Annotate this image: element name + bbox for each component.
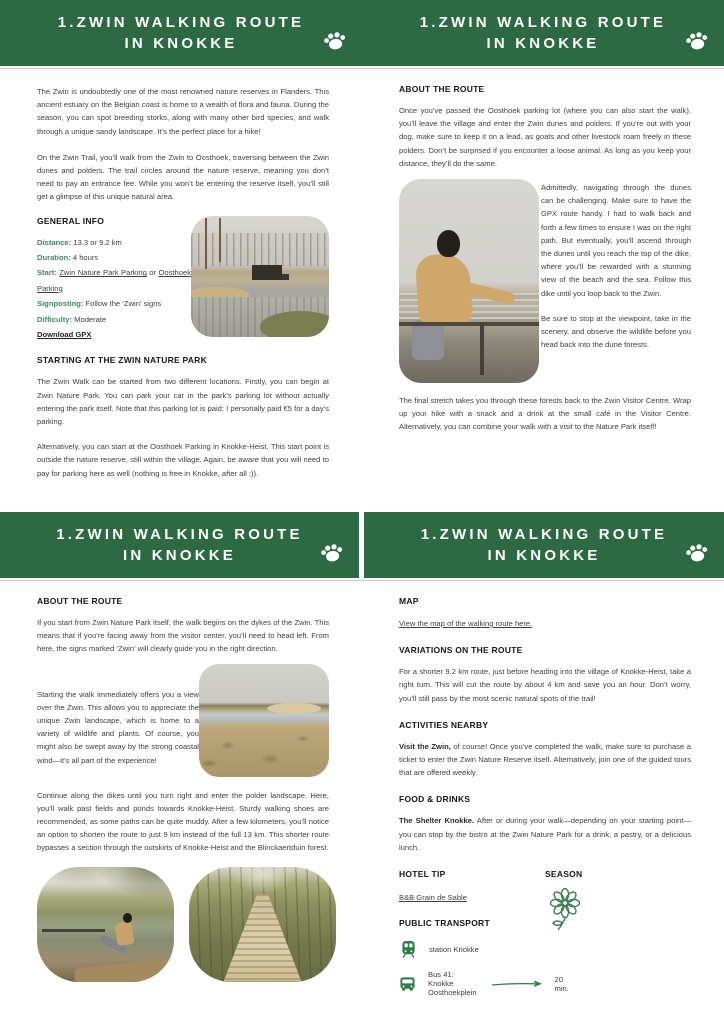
- paw-icon: [323, 30, 347, 56]
- trail-paragraph: On the Zwin Trail, you’ll walk from the Zwin to Oosthoek, traversing between the Zwin dunes and polders. The trail circles around the nature reserve, meaning you don’t need to pay an entrance fee. While you won’t be entering the reserve itself, you’ll still get a glimpse of this unique natural area.: [37, 152, 329, 202]
- bus-row: [399, 970, 569, 998]
- header-divider: [0, 68, 362, 69]
- wetland-photo: [191, 216, 329, 337]
- boardwalk-path: [224, 894, 302, 981]
- sand-bank: [267, 703, 322, 714]
- page-title-line2: IN KNOKKE: [124, 35, 238, 52]
- page-1-content: [0, 85, 362, 480]
- activities-lead: Visit the Zwin,: [399, 741, 451, 751]
- food-rest: After or during your walk—depending on your starting point—you can stop by the bistro at the Zwin Nature Park for a drink, a pastry, or a delicious lunch.: [399, 816, 691, 852]
- page-3-content: [0, 596, 362, 982]
- activities-rest: of course! Once you’ve completed the walk, make sure to purchase a ticket to enter the Zwin Nature Reserve itself. Alternatively, join one of the guided tours that are offered weekly.: [399, 741, 691, 778]
- route-paragraph-3: Be sure to stop at the viewpoint, take in the scenery, and observe the wildlife before you head back into the dune forests.: [541, 313, 691, 350]
- page-2-content: [362, 84, 724, 434]
- duration-row: [37, 250, 191, 265]
- paw-icon: [320, 542, 344, 568]
- page-1-header: [0, 0, 362, 66]
- flower-icon: [547, 888, 691, 937]
- activities-paragraph: [399, 740, 691, 780]
- arrow-right-icon: [491, 979, 543, 989]
- page-title-line1: 1.ZWIN WALKING ROUTE: [420, 526, 668, 543]
- start-label: Start:: [37, 268, 57, 278]
- page-4: [362, 512, 724, 1024]
- starting-paragraph-2: Alternatively, you can start at the Oosthoek Parking in Knokke-Heist. This start point is outside the nature reserve, still within the village. Again, be aware that you will need to pay for parking here as well (nothing is free in Knokke, after all :)).: [37, 442, 329, 478]
- page-title-line2: IN KNOKKE: [123, 547, 236, 564]
- starting-heading: STARTING AT THE ZWIN NATURE PARK: [37, 355, 207, 366]
- route-paragraph-4: The final stretch takes you through these forests back to the Zwin Visitor Centre. Wrap up your hike with a snack and a drink at the small café in the Visitor Centre. Alternatively, you can combine your walk with a visit to the Nature Park itself!: [399, 396, 691, 432]
- hotel-link[interactable]: B&B Grain de Sable: [399, 893, 467, 903]
- paw-icon: [685, 542, 709, 568]
- gpx-row: [37, 327, 191, 342]
- variations-paragraph: For a shorter 9.2 km route, just before heading into the village of Knokke-Heist, take a right turn. This will cut the route by about 4 km and save you an hour. Don’t worry, you’ll still pass by the most scenic natural spots of the trail!: [399, 667, 691, 703]
- hotel-season-columns: [399, 869, 691, 997]
- paw-icon: [685, 30, 709, 56]
- signposting-value: Follow the ‘Zwin’ signs: [85, 299, 162, 309]
- bus-label: Bus 41: Knokke Oosthoekplein: [428, 970, 477, 998]
- food-drinks-heading: FOOD & DRINKS: [399, 794, 471, 805]
- hotel-tip-heading: HOTEL TIP: [399, 869, 446, 880]
- page-title-line1: 1.ZWIN WALKING ROUTE: [56, 526, 303, 543]
- general-info-list: [37, 216, 191, 343]
- duration-value: 4 hours: [72, 253, 99, 263]
- food-drinks-paragraph: [399, 814, 691, 854]
- map-heading: MAP: [399, 596, 419, 606]
- train-label: station Knokke: [429, 944, 479, 954]
- download-gpx-link[interactable]: Download GPX: [37, 330, 92, 340]
- photo-text-row: [399, 179, 691, 383]
- photo-gallery: [37, 867, 329, 982]
- page-4-content: [362, 596, 724, 997]
- distance-label: Distance:: [37, 237, 72, 247]
- signposting-label: Signposting:: [37, 299, 84, 309]
- route-paragraph-2: Admittedly, navigating through the dunes can be challenging. Make sure to have the GPX route handy. I had to walk back and forth a few times to ensure I was on the right path. But eventually, you’ll ascend through the dunes until you reach the top of the dike, where you’ll be rewarded with a stunning view of the beach and the sea. Follow this dike until you loop back to the Zwin.: [541, 183, 691, 298]
- wooden-deck: [74, 958, 174, 982]
- route-text-column: [541, 179, 691, 383]
- page-4-header: [364, 512, 724, 578]
- boardwalk-photo: [189, 867, 336, 982]
- page-2: [362, 0, 724, 512]
- signposting-row: [37, 296, 191, 311]
- start-or-text: or: [149, 268, 157, 278]
- header-divider: [0, 580, 362, 581]
- food-lead: The Shelter Knokke.: [399, 816, 475, 826]
- route-text-column: [37, 664, 199, 777]
- bus-icon: [399, 976, 416, 992]
- public-transport-heading: PUBLIC TRANSPORT: [399, 918, 490, 929]
- jetty: [42, 929, 105, 932]
- season-heading: SEASON: [545, 869, 583, 880]
- zwin-landscape-photo: [199, 664, 329, 777]
- page-3-header: [0, 512, 359, 578]
- start-row: [37, 265, 191, 296]
- route-paragraph-3: Continue along the dikes until you turn right and enter the polder landscape. Here, you’ll walk past fields and ponds towards Knokke-Heist. Sturdy walking shoes are recommended, as some paths can be quite muddy. After a few kilometers, you’ll notice an option to shorten the route to just 9 km instead of the full 13 km. This shorter route bypasses a section through the outskirts of Knokke-Heist and the Blinckaertduin forest.: [37, 790, 329, 853]
- route-paragraph-2: Starting the walk immediately offers you a view over the Zwin. This allows you to appreciate the unique Zwin landscape, which is home to a variety of wildlife and plants. Of course, you might also be swept away by the strong coastal wind—it’s all part of the experience!: [37, 689, 199, 765]
- page-title-line2: IN KNOKKE: [487, 547, 601, 564]
- map-link[interactable]: View the map of the walking route here.: [399, 619, 533, 628]
- difficulty-label: Difficulty:: [37, 314, 73, 324]
- tree-trunk: [205, 218, 207, 269]
- header-divider: [362, 580, 724, 581]
- duration-label: Duration:: [37, 253, 71, 263]
- intro-paragraph: The Zwin is undoubtedly one of the most renowned nature reserves in Flanders. This ancient estuary on the Belgian coast is home to a wealth of flora and fauna. During the season, you can spot breeding storks, along with many other bird species, and walk through a unique sandy landscape. It’s the perfect place for a hike!: [37, 87, 329, 136]
- trees-silhouette: [191, 233, 329, 267]
- route-paragraph-1: If you start from Zwin Nature Park itself, the walk begins on the dykes of the Zwin. This means that if you’re facing away from the visitor center, you’ll need to head left. From here, the signs marked ‘Zwin’ will clearly guide you in the right direction.: [37, 618, 329, 654]
- start-parking-link-2[interactable]: Oosthoek Parking: [37, 268, 191, 293]
- page-2-header: [362, 0, 724, 66]
- difficulty-row: [37, 312, 191, 327]
- header-divider: [362, 68, 724, 69]
- sitting-person-body: [115, 921, 135, 946]
- activities-heading: ACTIVITIES NEARBY: [399, 719, 489, 730]
- pond-jetty-photo: [37, 867, 174, 982]
- text-photo-row: [37, 664, 329, 777]
- distance-row: [37, 235, 191, 250]
- fence-rail: [399, 322, 539, 326]
- fence-post: [480, 322, 484, 375]
- hotel-link-row: [399, 891, 545, 904]
- general-info-heading: GENERAL INFO: [37, 215, 105, 226]
- difficulty-value: Moderate: [74, 314, 107, 324]
- start-parking-link-1[interactable]: Zwin Nature Park Parking: [59, 268, 147, 278]
- hiker-head: [437, 230, 460, 257]
- grass-patch: [260, 311, 329, 336]
- general-info-section: [37, 216, 329, 343]
- tree-trunk: [219, 218, 221, 262]
- starting-paragraph-1: The Zwin Walk can be started from two different locations. Firstly, you can begin at Zwin Nature Park. You can park your car in the park’s parking lot without actually entering the park itself. Note that this parking lot is paid; I personally paid €5 for a day’s parking.: [37, 377, 329, 427]
- bus-duration: 20 min.: [554, 974, 569, 993]
- page-title-line1: 1.ZWIN WALKING ROUTE: [419, 14, 667, 31]
- train-icon: [399, 939, 417, 959]
- route-paragraph-1: Once you’ve passed the Oosthoek parking lot (where you can also start the walk), you’ll leave the village and enter the Zwin dunes and polders. If you’re out with your dog, make sure to keep it on a lead, as goats and other livestock roam freely in these polders. Don’t be surprised if you encounter a loose animal. As long as you keep your distance, they’ll do the same.: [399, 106, 691, 168]
- variations-heading: VARIATIONS ON THE ROUTE: [399, 645, 523, 656]
- dike-view-photo: [399, 179, 539, 383]
- page-3: [0, 512, 362, 1024]
- map-link-row: [399, 617, 691, 630]
- about-route-heading: ABOUT THE ROUTE: [37, 596, 123, 606]
- about-route-heading: ABOUT THE ROUTE: [399, 84, 485, 94]
- bird-hide-building: [252, 265, 282, 280]
- season-column: [545, 869, 691, 997]
- page-1: [0, 0, 362, 512]
- page-title-line2: IN KNOKKE: [486, 35, 600, 52]
- sitting-person-head: [123, 913, 132, 923]
- distance-value: 13.3 or 9.2 km: [73, 237, 122, 247]
- page-title-line1: 1.ZWIN WALKING ROUTE: [57, 14, 305, 31]
